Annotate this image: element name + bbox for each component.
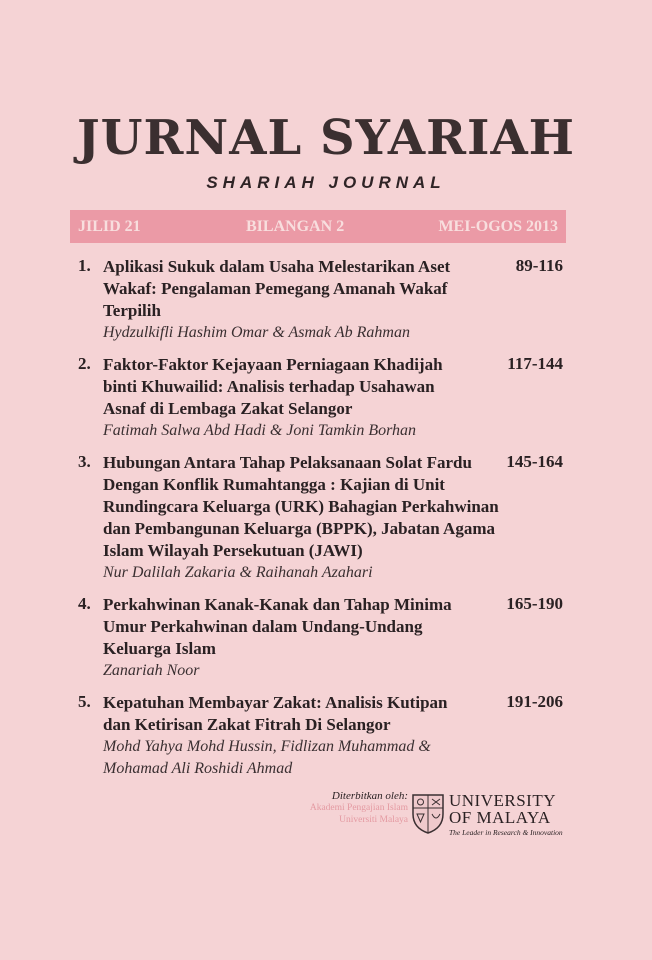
university-tagline: The Leader in Research & Innovation — [449, 828, 563, 837]
issue-volume: JILID 21 — [78, 218, 141, 235]
journal-title: JURNAL SYARIAH — [76, 110, 576, 166]
toc-entry — [78, 594, 563, 682]
table-of-contents — [78, 256, 563, 790]
issue-date: MEI-OGOS 2013 — [438, 218, 558, 235]
entry-title: Faktor-Faktor Kejayaan Perniagaan Khadijah binti Khuwailid: Analisis terhadap Usahawan Asnaf di Lembaga Zakat Selangor — [103, 355, 443, 418]
entry-authors: Hydzulkifli Hashim Omar & Asmak Ab Rahman — [103, 324, 410, 341]
university-name-line1: UNIVERSITY — [449, 791, 556, 810]
publisher-org-line1: Akademi Pengajian Islam — [309, 803, 408, 813]
toc-entry — [78, 692, 563, 780]
journal-subtitle: SHARIAH JOURNAL — [206, 173, 446, 192]
toc-entry — [78, 256, 563, 344]
university-name-line2: OF MALAYA — [449, 808, 551, 827]
entry-authors: Mohd Yahya Mohd Hussin, Fidlizan Muhammad & Mohamad Ali Roshidi Ahmad — [103, 738, 431, 777]
entry-title: Perkahwinan Kanak-Kanak dan Tahap Minima Umur Perkahwinan dalam Undang-Undang Keluarga Islam — [103, 595, 452, 658]
entry-number: 2. — [78, 354, 91, 373]
entry-pages: 117-144 — [507, 354, 563, 373]
entry-number: 3. — [78, 452, 91, 471]
publisher-org-line2: Universiti Malaya — [339, 815, 408, 825]
entry-pages: 145-164 — [506, 452, 563, 471]
toc-entry — [78, 354, 563, 442]
entry-authors: Fatimah Salwa Abd Hadi & Joni Tamkin Borhan — [103, 422, 417, 439]
entry-pages: 165-190 — [506, 594, 563, 613]
toc-entry — [78, 452, 563, 584]
entry-title: Kepatuhan Membayar Zakat: Analisis Kutipan dan Ketirisan Zakat Fitrah Di Selangor — [103, 693, 448, 734]
publisher-block — [280, 790, 408, 826]
entry-number: 5. — [78, 692, 91, 711]
entry-number: 4. — [78, 594, 91, 613]
entry-pages: 89-116 — [515, 256, 563, 275]
entry-pages: 191-206 — [506, 692, 563, 711]
entry-title: Aplikasi Sukuk dalam Usaha Melestarikan Aset Wakaf: Pengalaman Pemegang Amanah Wakaf Terpilih — [103, 257, 451, 320]
entry-authors: Nur Dalilah Zakaria & Raihanah Azahari — [103, 564, 373, 581]
issue-band — [70, 210, 566, 243]
entry-title: Hubungan Antara Tahap Pelaksanaan Solat Fardu Dengan Konflik Rumahtangga : Kajian di Unit Rundingcara Keluarga (URK) Bahagian Perkahwinan dan Pembangunan Keluarga (BPPK), Jabatan Agama Islam Wilayah Persekutuan (JAWI) — [103, 453, 499, 560]
publisher-label: Diterbitkan oleh: — [331, 790, 408, 802]
issue-number: BILANGAN 2 — [246, 218, 345, 235]
university-crest-icon — [411, 792, 445, 834]
entry-authors: Zanariah Noor — [103, 662, 200, 679]
university-logo-text — [449, 792, 563, 837]
entry-number: 1. — [78, 256, 91, 275]
